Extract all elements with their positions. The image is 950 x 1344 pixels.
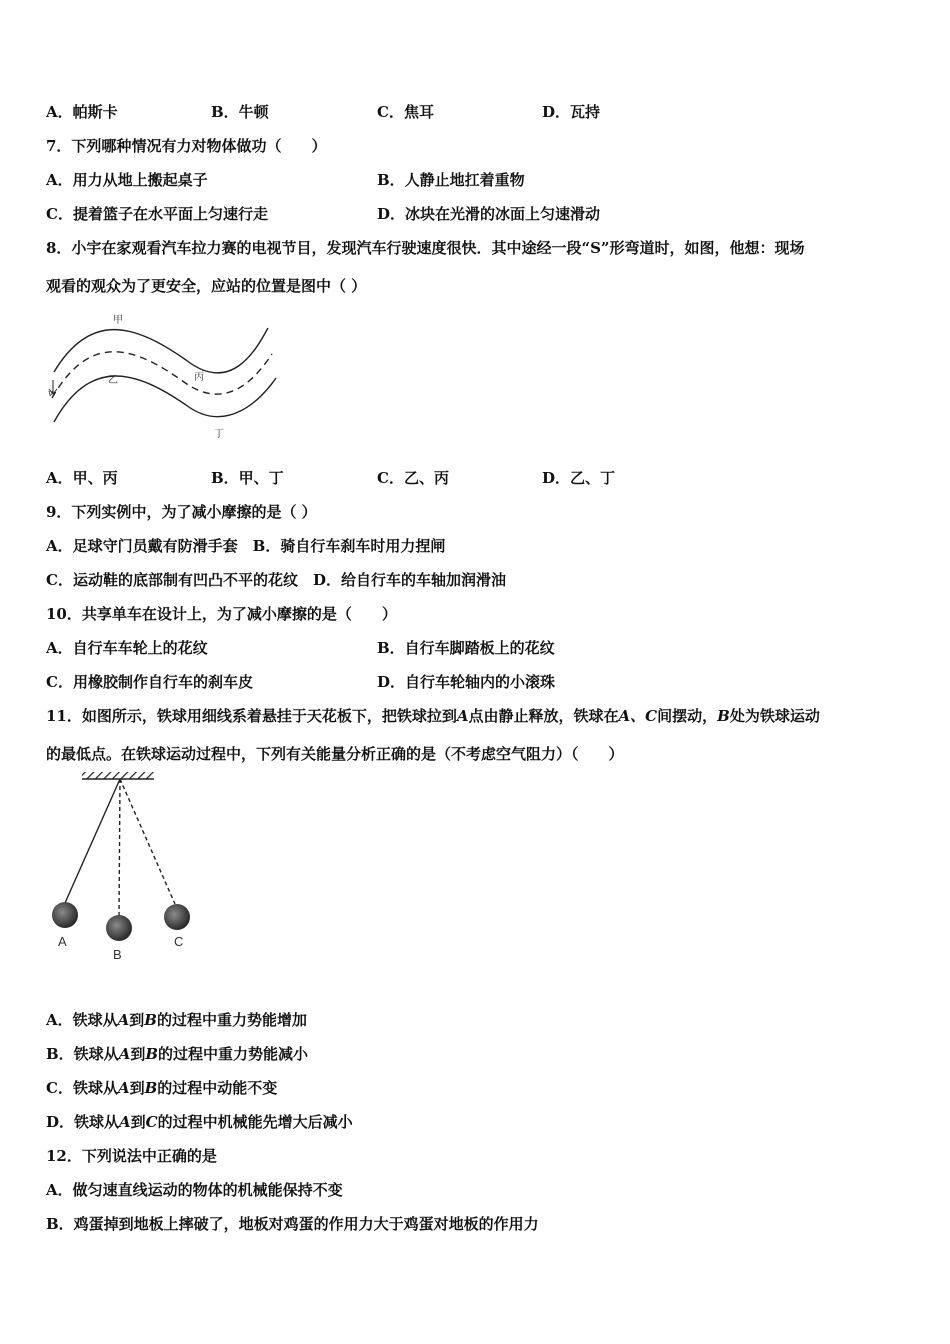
q11-stem-line2: 的最低点。在铁球运动过程中，下列有关能量分析正确的是（不考虑空气阻力）（ ）: [46, 745, 624, 763]
q11-option-d: D．铁球从A到C的过程中机械能先增大后减小: [46, 1113, 353, 1131]
ball-a: [52, 902, 78, 928]
q10-option-c: C．用橡胶制作自行车的刹车皮: [46, 673, 253, 691]
q7-option-c: C．提着篮子在水平面上匀速行走: [46, 205, 268, 223]
q10-option-b: B．自行车脚踏板上的花纹: [377, 639, 555, 657]
road-inner-edge: [54, 376, 276, 422]
q8-option-c: C．乙、丙: [377, 469, 449, 487]
label-v: v: [48, 389, 54, 399]
q8-stem-line1: 8．小宇在家观看汽车拉力赛的电视节目，发现汽车行驶速度很快．其中途经一段“S”形弯道时，如图，他想：现场: [46, 239, 805, 257]
string-a: [65, 779, 120, 903]
q10-option-d: D．自行车轮轴内的小滚珠: [377, 673, 556, 691]
q7-option-a: A．用力从地上搬起桌子: [46, 171, 208, 189]
q7-stem: 7．下列哪种情况有力对物体做功（ ）: [46, 137, 327, 155]
q11-option-c: C．铁球从A到B的过程中动能不变: [46, 1079, 278, 1097]
q8-option-a: A．甲、丙: [46, 469, 118, 487]
label-yi: 乙: [108, 375, 118, 386]
q6-option-b: B．牛顿: [211, 103, 269, 121]
label-bing: 丙: [194, 372, 204, 383]
q9-stem: 9．下列实例中，为了减小摩擦的是（ ）: [46, 503, 317, 521]
road-outer-edge: [54, 328, 268, 373]
q9-options-line2: C．运动鞋的底部制有凹凸不平的花纹 D．给自行车的车轴加润滑油: [46, 571, 506, 589]
q9-options-line1: A．足球守门员戴有防滑手套 B．骑自行车刹车时用力捏闸: [46, 537, 446, 555]
q10-option-a: A．自行车车轮上的花纹: [46, 639, 208, 657]
q8-stem-line2: 观看的观众为了更安全，应站的位置是图中（ ）: [46, 277, 367, 295]
string-b: [119, 779, 120, 916]
label-b: B: [113, 947, 122, 962]
q12-option-b: B．鸡蛋掉到地板上摔破了，地板对鸡蛋的作用力大于鸡蛋对地板的作用力: [46, 1215, 539, 1233]
label-c: C: [174, 934, 184, 949]
q8-option-b: B．甲、丁: [211, 469, 284, 487]
q12-stem: 12．下列说法中正确的是: [46, 1147, 217, 1165]
q11-option-a: A．铁球从A到B的过程中重力势能增加: [46, 1011, 307, 1029]
pendulum-figure: [46, 768, 216, 968]
road-center-line: [52, 352, 272, 398]
q7-option-d: D．冰块在光滑的冰面上匀速滑动: [377, 205, 601, 223]
ball-c: [164, 904, 190, 930]
q6-option-a: A．帕斯卡: [46, 103, 118, 121]
q11-stem-line1: 11．如图所示，铁球用细线系着悬挂于天花板下，把铁球拉到A点由静止释放，铁球在A、C间摆动，B处为铁球运动: [46, 707, 820, 725]
string-c: [120, 779, 175, 904]
q8-option-d: D．乙、丁: [542, 469, 616, 487]
label-jia: 甲: [113, 315, 123, 326]
label-a: A: [58, 934, 67, 949]
q6-option-d: D．瓦持: [542, 103, 601, 121]
q10-stem: 10．共享单车在设计上，为了减小摩擦的是（ ）: [46, 605, 397, 623]
q12-option-a: A．做匀速直线运动的物体的机械能保持不变: [46, 1181, 343, 1199]
label-ding: 丁: [214, 429, 224, 440]
s-curve-road-figure: [46, 310, 286, 445]
q6-option-c: C．焦耳: [377, 103, 434, 121]
ceiling-hatch: [82, 772, 154, 779]
q11-option-b: B．铁球从A到B的过程中重力势能减小: [46, 1045, 309, 1063]
q7-option-b: B．人静止地扛着重物: [377, 171, 525, 189]
ball-b: [106, 915, 132, 941]
